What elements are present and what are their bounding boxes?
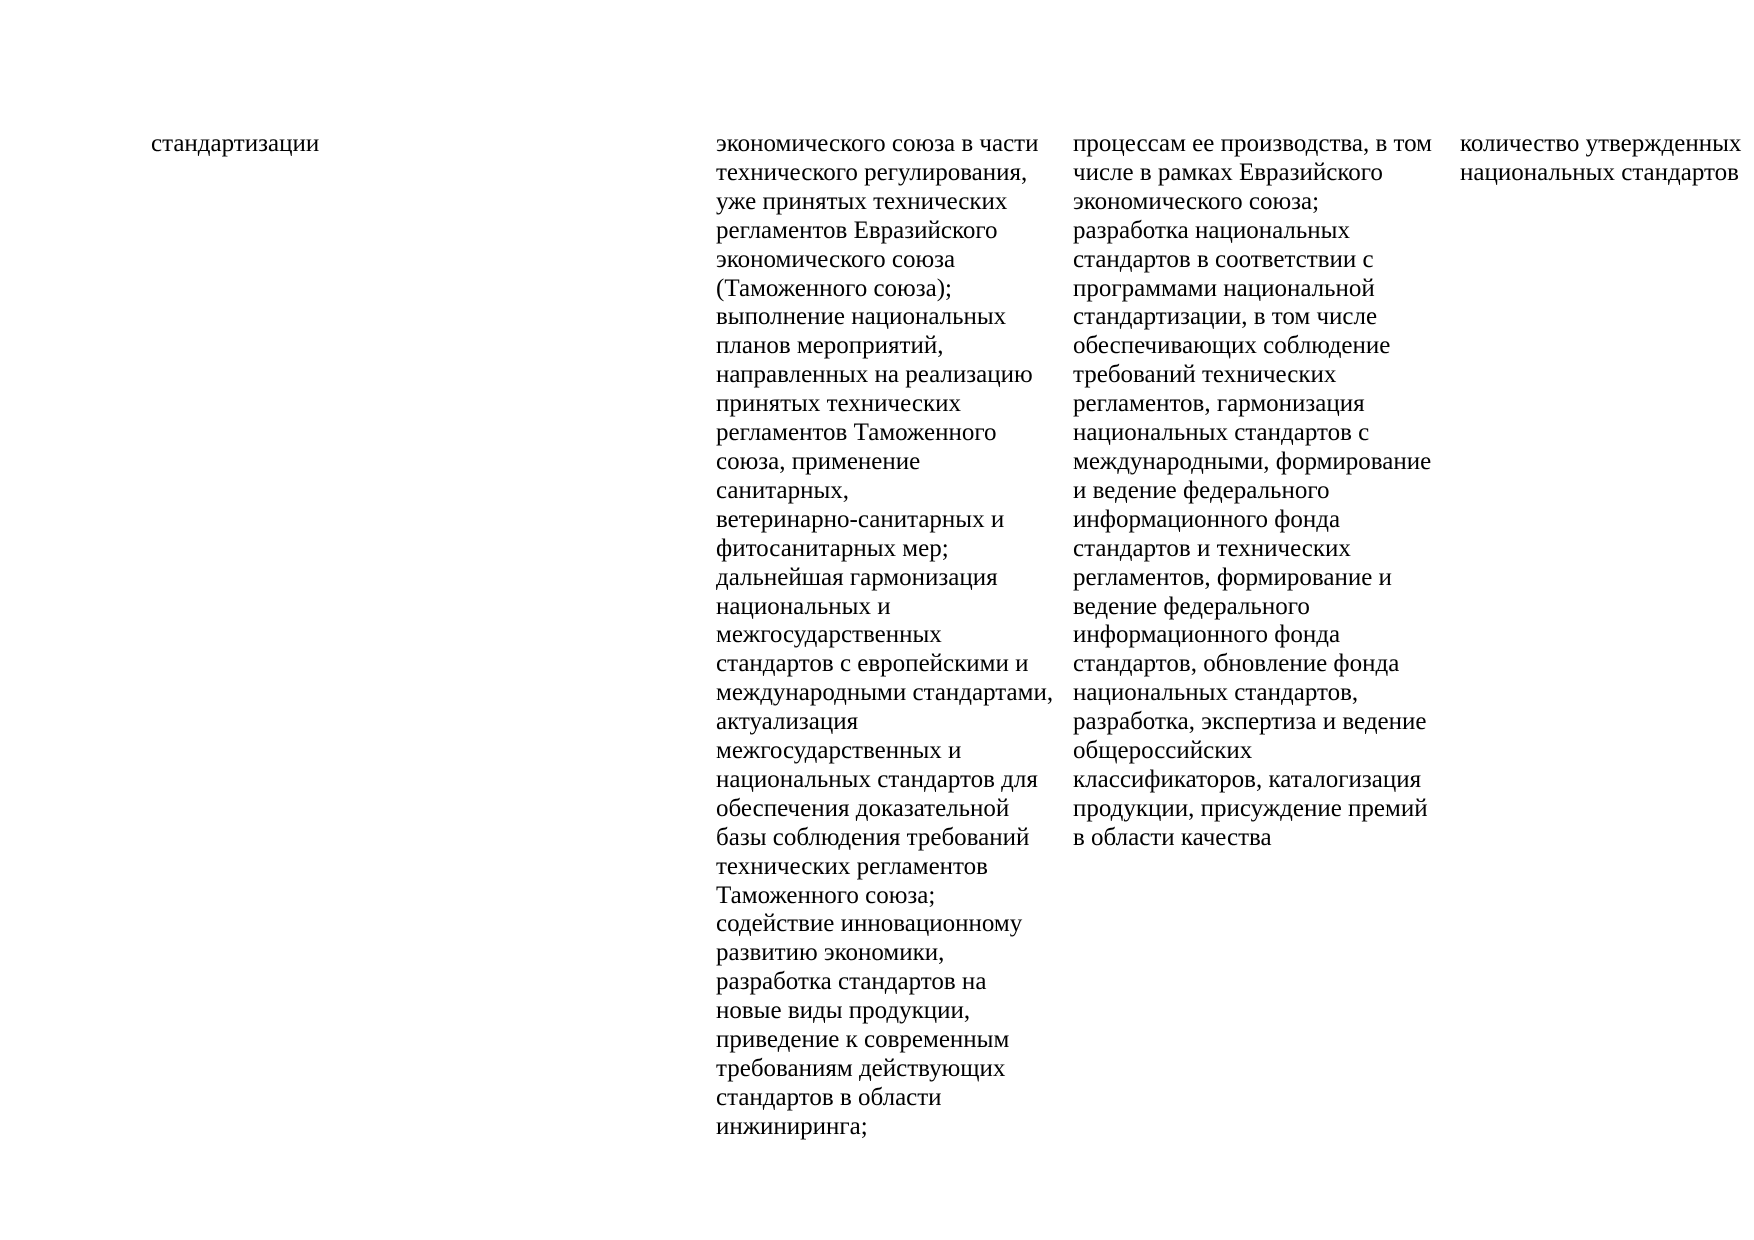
text-line: разработка национальных [1073, 216, 1350, 244]
text-line: приведение к современным [716, 1026, 1010, 1054]
text-line: информационного фонда [1073, 505, 1341, 533]
text-line: разработка стандартов на [716, 968, 987, 996]
text-line: стандартизации, в том числе [1073, 303, 1378, 331]
text-line: международными, формирование [1073, 447, 1432, 475]
text-line: экономического союза в части [716, 130, 1039, 157]
text-line: стандартизации [151, 130, 320, 157]
text-line: числе в рамках Евразийского [1073, 158, 1383, 186]
text-line: национальных стандартов, [1073, 679, 1359, 707]
text-line: ведение федерального [1073, 592, 1310, 620]
text-line: национальных стандартов [1460, 158, 1739, 186]
text-line: требованиям действующих [716, 1055, 1006, 1082]
text-line: национальных и [716, 592, 891, 620]
text-line: (Таможенного союза); [716, 274, 952, 302]
table-column-2 [716, 130, 1066, 1142]
text-line: информационного фонда [1073, 621, 1341, 649]
text-line: инжиниринга; [716, 1112, 868, 1140]
text-line: количество утвержденных [1460, 130, 1742, 157]
text-line: развитию экономики, [716, 939, 945, 967]
text-line: базы соблюдения требований [716, 823, 1030, 851]
table-column-1 [151, 130, 671, 159]
text-line: продукции, присуждение премий [1073, 794, 1428, 822]
text-line: процессам ее производства, в том [1073, 130, 1432, 157]
text-line: международными стандартами, [716, 679, 1054, 707]
text-line: регламентов Таможенного [716, 419, 997, 447]
text-line: программами национальной [1073, 274, 1375, 302]
text-line: Таможенного союза; [716, 881, 936, 909]
text-line: межгосударственных [716, 621, 942, 649]
text-line: актуализация [716, 708, 859, 736]
text-line: содействие инновационному [716, 910, 1023, 938]
text-line: экономического союза; [1073, 187, 1320, 215]
text-line: ветеринарно-санитарных и [716, 505, 1005, 533]
text-line: классификаторов, каталогизация [1073, 765, 1422, 793]
text-line: требований технических [1073, 361, 1337, 389]
text-line: межгосударственных и [716, 737, 962, 765]
text-line: регламентов, формирование и [1073, 563, 1392, 591]
text-line: союза, применение [716, 447, 921, 475]
table-column-3 [1073, 130, 1443, 853]
text-line: стандартов в соответствии с [1073, 245, 1374, 273]
text-line: национальных стандартов с [1073, 419, 1370, 447]
text-line: санитарных, [716, 476, 850, 504]
text-line: экономического союза [716, 245, 956, 273]
text-line: в области качества [1073, 823, 1272, 851]
text-line: направленных на реализацию [716, 361, 1033, 389]
text-line: национальных стандартов для [716, 765, 1038, 793]
text-line: разработка, экспертиза и ведение [1073, 708, 1427, 736]
text-line: фитосанитарных мер; [716, 534, 949, 562]
text-line: стандартов и технических [1073, 534, 1351, 562]
table-column-4 [1460, 130, 1750, 188]
text-line: стандартов в области [716, 1083, 942, 1111]
text-line: выполнение национальных [716, 303, 1007, 331]
text-line: стандартов с европейскими и [716, 650, 1029, 678]
text-line: новые виды продукции, [716, 997, 971, 1025]
text-line: общероссийских [1073, 737, 1253, 765]
text-line: регламентов Евразийского [716, 216, 998, 244]
text-line: обеспечивающих соблюдение [1073, 332, 1391, 360]
text-line: и ведение федерального [1073, 476, 1330, 504]
text-line: дальнейшая гармонизация [716, 563, 998, 591]
text-line: стандартов, обновление фонда [1073, 650, 1400, 678]
text-line: технических регламентов [716, 852, 988, 880]
text-line: технического регулирования, [716, 158, 1028, 186]
text-line: уже принятых технических [716, 187, 1008, 215]
text-line: регламентов, гармонизация [1073, 390, 1365, 418]
text-line: планов мероприятий, [716, 332, 944, 360]
text-line: обеспечения доказательной [716, 794, 1010, 822]
text-line: принятых технических [716, 390, 961, 418]
